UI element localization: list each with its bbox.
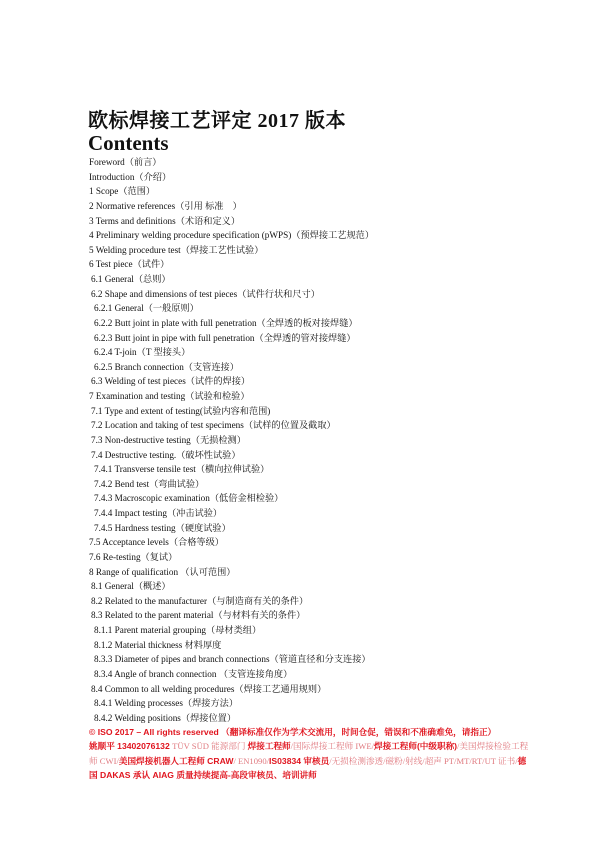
toc-entry: 4 Preliminary welding procedure specification (pWPS)（预焊接工艺规范） <box>89 230 375 241</box>
contents-heading: Contents <box>88 131 169 155</box>
toc-entry: 6.2.2 Butt joint in plate with full penetration（全焊透的板对接焊缝） <box>94 317 358 328</box>
toc-entry: 8.1.2 Material thickness 材料厚度 <box>94 639 222 650</box>
toc-entry: 7.2 Location and taking of test specimens（试样的位置及截取） <box>91 420 336 431</box>
toc-entry: 8.3 Related to the parent material（与材料有关的条件） <box>91 610 306 621</box>
toc-entry: 8 Range of qualification （认可范围） <box>89 566 236 577</box>
toc-entry: 5 Welding procedure test（焊接工艺性试验） <box>89 244 264 255</box>
author-credentials <box>89 741 528 780</box>
toc-entry: 6.2.1 General（一般原则） <box>94 303 199 314</box>
toc-entry: 7.4.4 Impact testing（冲击试验） <box>94 508 223 518</box>
toc-entry: 6.3 Welding of test pieces（试件的焊接） <box>91 376 251 387</box>
toc-entry: 8.3.3 Diameter of pipes and branch connections（管道直径和分支连接） <box>94 654 371 665</box>
credential-segment: TÜV SÜD 能源部门 <box>172 741 248 752</box>
toc-entry: 6 Test piece（试件） <box>89 259 170 270</box>
document-title: 欧标焊接工艺评定 2017 版本 <box>88 110 346 132</box>
footer-notice <box>89 725 529 783</box>
credential-segment: /美国焊接检验工程师 CWI/ <box>89 741 529 766</box>
toc-entry: 6.2.4 T-join（T 型接头） <box>94 347 191 358</box>
toc-entry: 8.4 Common to all welding procedures（焊接工艺通用规则） <box>91 683 327 694</box>
toc-entry: 7.4 Destructive testing.（破坏性试验） <box>91 449 241 460</box>
toc-entry: 8.4.2 Welding positions（焊接位置） <box>94 712 237 723</box>
toc-entry: 7.6 Re-testing（复试） <box>89 551 178 562</box>
toc-entry: 6.1 General（总则） <box>91 274 171 284</box>
toc-entry: 7.4.3 Macroscopic examination（低倍金相检验） <box>94 493 284 504</box>
credential-segment: 德国 DAKAS 承认 AIAG 质量持续提高-高段审核员、培训讲师 <box>89 755 527 781</box>
copyright-text: © ISO 2017 – All rights reserved <box>89 727 222 737</box>
credential-segment: / EN1090/ <box>233 755 270 766</box>
toc-entry: 7.4.2 Bend test（弯曲试验） <box>94 478 205 489</box>
toc-entry: 1 Scope（范围） <box>89 186 156 197</box>
toc-entry: 7.1 Type and extent of testing(试验内容和范围) <box>91 405 271 416</box>
toc-entry: 2 Normative references（引用 标准 ） <box>89 200 242 211</box>
toc-entry: 6.2.3 Butt joint in pipe with full penetration（全焊透的管对接焊缝） <box>94 332 356 343</box>
toc-entry: 8.4.1 Welding processes（焊接方法） <box>94 698 239 709</box>
credential-segment: 美国焊接机器人工程师 CRAW <box>118 755 234 766</box>
toc-entry: 8.1.1 Parent material grouping（母材类组） <box>94 625 262 635</box>
toc-entry: 7.5 Acceptance levels（合格等级） <box>89 537 224 548</box>
toc-entry: 6.2.5 Branch connection（支管连接） <box>94 361 239 372</box>
toc-entry: Introduction（介绍） <box>89 171 172 182</box>
toc-entry: Foreword（前言） <box>89 157 162 167</box>
credential-segment: 焊接工程师(中级职称) <box>373 741 458 752</box>
credential-segment: 焊接工程师 <box>247 741 291 752</box>
credential-segment: /无损检测渗透/磁粉/射线/超声 PT/MT/RT/UT 证书/ <box>329 755 518 766</box>
toc-entry: 3 Terms and definitions（术语和定义） <box>89 215 241 226</box>
disclaimer-text: （翻译标准仅作为学术交流用，时间仓促，错误和不准确难免，请指正） <box>221 727 497 737</box>
toc-entry: 7 Examination and testing（试验和检验） <box>89 391 250 401</box>
toc-entry: 7.4.1 Transverse tensile test（横向拉伸试验） <box>94 464 270 475</box>
credential-segment: 姚顺平 13402076132 <box>89 741 173 752</box>
toc-entry: 8.2 Related to the manufacturer（与制造商有关的条件） <box>91 595 309 606</box>
credential-segment: /国际焊接工程师 IWE/ <box>290 741 374 752</box>
toc-entry: 6.2 Shape and dimensions of test pieces（试件行状和尺寸） <box>91 288 320 299</box>
credential-segment: IS03834 审核员 <box>269 755 330 766</box>
table-of-contents <box>89 155 374 725</box>
toc-entry: 8.3.4 Angle of branch connection （支管连接角度） <box>94 668 293 679</box>
toc-entry: 7.3 Non-destructive testing（无损检测） <box>91 434 246 445</box>
toc-entry: 7.4.5 Hardness testing（硬度试验） <box>94 522 231 533</box>
toc-entry: 8.1 General（概述） <box>91 581 171 592</box>
